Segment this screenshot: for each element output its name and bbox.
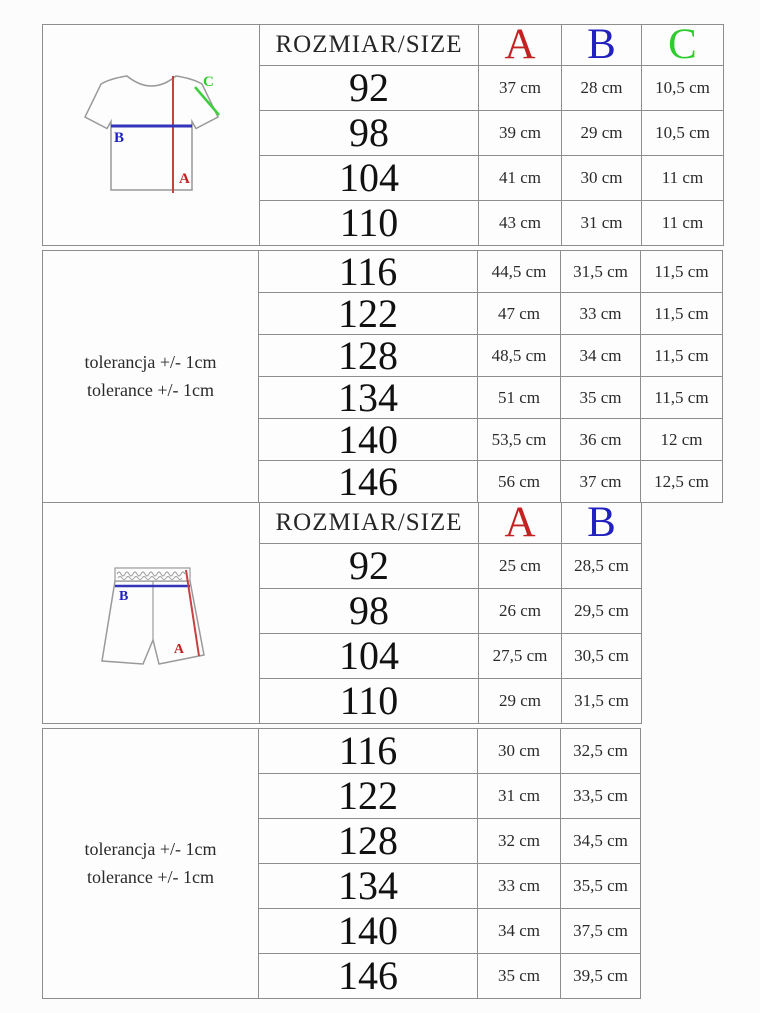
measure-c-cell: 11 cm [642, 156, 724, 201]
measure-b-cell: 30,5 cm [562, 634, 642, 679]
tshirt-label-b: B [114, 130, 125, 146]
measure-a-cell: 44,5 cm [478, 251, 561, 293]
size-cell: 92 [260, 544, 479, 589]
size-cell: 146 [259, 461, 478, 503]
measure-b-cell: 32,5 cm [561, 729, 641, 774]
measure-b-cell: 34 cm [561, 335, 641, 377]
measure-c-cell: 11,5 cm [641, 335, 723, 377]
measure-a-cell: 34 cm [478, 909, 561, 954]
shorts-label-b: B [119, 589, 129, 604]
size-cell: 98 [260, 111, 479, 156]
shirt-header-row [43, 25, 724, 66]
measure-b-cell: 33,5 cm [561, 774, 641, 819]
measure-a-cell: 43 cm [479, 201, 562, 246]
tshirt-label-c: C [203, 74, 214, 90]
measure-a-cell: 25 cm [479, 544, 562, 589]
measure-c-cell: 11,5 cm [641, 293, 723, 335]
size-cell: 140 [259, 909, 478, 954]
measure-a-cell: 48,5 cm [478, 335, 561, 377]
measure-b-cell: 29 cm [562, 111, 642, 156]
measure-c-cell: 10,5 cm [642, 66, 724, 111]
measure-c-cell: 12 cm [641, 419, 723, 461]
tshirt-outline [85, 76, 218, 190]
size-cell: 116 [259, 251, 478, 293]
measure-a-cell: 29 cm [479, 679, 562, 724]
size-cell: 134 [259, 864, 478, 909]
measure-b-cell: 28,5 cm [562, 544, 642, 589]
measure-b-cell: 37,5 cm [561, 909, 641, 954]
shirt-size-table-upper [42, 24, 724, 246]
measure-a-cell: 39 cm [479, 111, 562, 156]
size-cell: 146 [259, 954, 478, 999]
tshirt-diagram [43, 26, 259, 244]
measure-c-cell: 10,5 cm [642, 111, 724, 156]
measure-a-cell: 30 cm [478, 729, 561, 774]
shirt-tolerance-cell [43, 251, 259, 503]
shirt-col-a-header: A [479, 25, 562, 66]
measure-b-cell: 35,5 cm [561, 864, 641, 909]
measure-c-cell: 11 cm [642, 201, 724, 246]
tolerance-text-pl: tolerancja +/- 1cm [84, 838, 217, 859]
shirt-col-c-header: C [642, 25, 724, 66]
size-cell: 128 [259, 335, 478, 377]
shorts-col-a-header: A [479, 503, 562, 544]
measure-a-cell: 31 cm [478, 774, 561, 819]
size-cell: 104 [260, 634, 479, 679]
measure-a-cell: 47 cm [478, 293, 561, 335]
measure-a-cell: 56 cm [478, 461, 561, 503]
size-cell: 116 [259, 729, 478, 774]
shorts-size-table-upper [42, 502, 642, 724]
shirt-diagram-cell [43, 25, 260, 246]
shorts-row-116 [43, 729, 641, 774]
shirt-size-column-header: ROZMIAR/SIZE [260, 25, 479, 66]
shorts-size-column-header: ROZMIAR/SIZE [260, 503, 479, 544]
measure-b-cell: 33 cm [561, 293, 641, 335]
measure-b-cell: 30 cm [562, 156, 642, 201]
tshirt-label-a: A [179, 171, 190, 187]
shirt-col-b-header: B [562, 25, 642, 66]
measure-a-cell: 32 cm [478, 819, 561, 864]
tolerance-text-en: tolerance +/- 1cm [86, 379, 215, 400]
size-cell: 128 [259, 819, 478, 864]
measure-b-cell: 31,5 cm [561, 251, 641, 293]
measure-c-cell: 12,5 cm [641, 461, 723, 503]
shorts-header-row [43, 503, 642, 544]
measure-a-cell: 27,5 cm [479, 634, 562, 679]
measure-a-cell: 26 cm [479, 589, 562, 634]
shirt-size-table-lower [42, 250, 723, 503]
size-cell: 98 [260, 589, 479, 634]
shorts-diagram [43, 504, 259, 722]
shorts-tolerance-cell [43, 729, 259, 999]
size-cell: 134 [259, 377, 478, 419]
shirt-row-116 [43, 251, 723, 293]
size-cell: 92 [260, 66, 479, 111]
shorts-col-b-header: B [562, 503, 642, 544]
size-chart-sheet [42, 24, 724, 999]
measure-b-cell: 35 cm [561, 377, 641, 419]
measure-b-cell: 28 cm [562, 66, 642, 111]
size-cell: 110 [260, 679, 479, 724]
size-cell: 122 [259, 774, 478, 819]
measure-b-cell: 39,5 cm [561, 954, 641, 999]
measure-c-cell: 11,5 cm [641, 251, 723, 293]
size-cell: 122 [259, 293, 478, 335]
measure-b-cell: 36 cm [561, 419, 641, 461]
measure-b-cell: 29,5 cm [562, 589, 642, 634]
measure-a-cell: 53,5 cm [478, 419, 561, 461]
measure-b-cell: 37 cm [561, 461, 641, 503]
shorts-diagram-cell [43, 503, 260, 724]
measure-b-cell: 34,5 cm [561, 819, 641, 864]
measure-b-cell: 31,5 cm [562, 679, 642, 724]
size-cell: 110 [260, 201, 479, 246]
measure-c-cell: 11,5 cm [641, 377, 723, 419]
size-cell: 104 [260, 156, 479, 201]
measure-a-cell: 41 cm [479, 156, 562, 201]
tolerance-text-pl: tolerancja +/- 1cm [84, 351, 217, 372]
measure-a-cell: 51 cm [478, 377, 561, 419]
size-cell: 140 [259, 419, 478, 461]
measure-a-cell: 37 cm [479, 66, 562, 111]
measure-a-cell: 35 cm [478, 954, 561, 999]
shorts-size-table-lower [42, 728, 641, 999]
measure-b-cell: 31 cm [562, 201, 642, 246]
shorts-label-a: A [173, 642, 184, 657]
measure-a-cell: 33 cm [478, 864, 561, 909]
tolerance-text-en: tolerance +/- 1cm [86, 866, 215, 887]
